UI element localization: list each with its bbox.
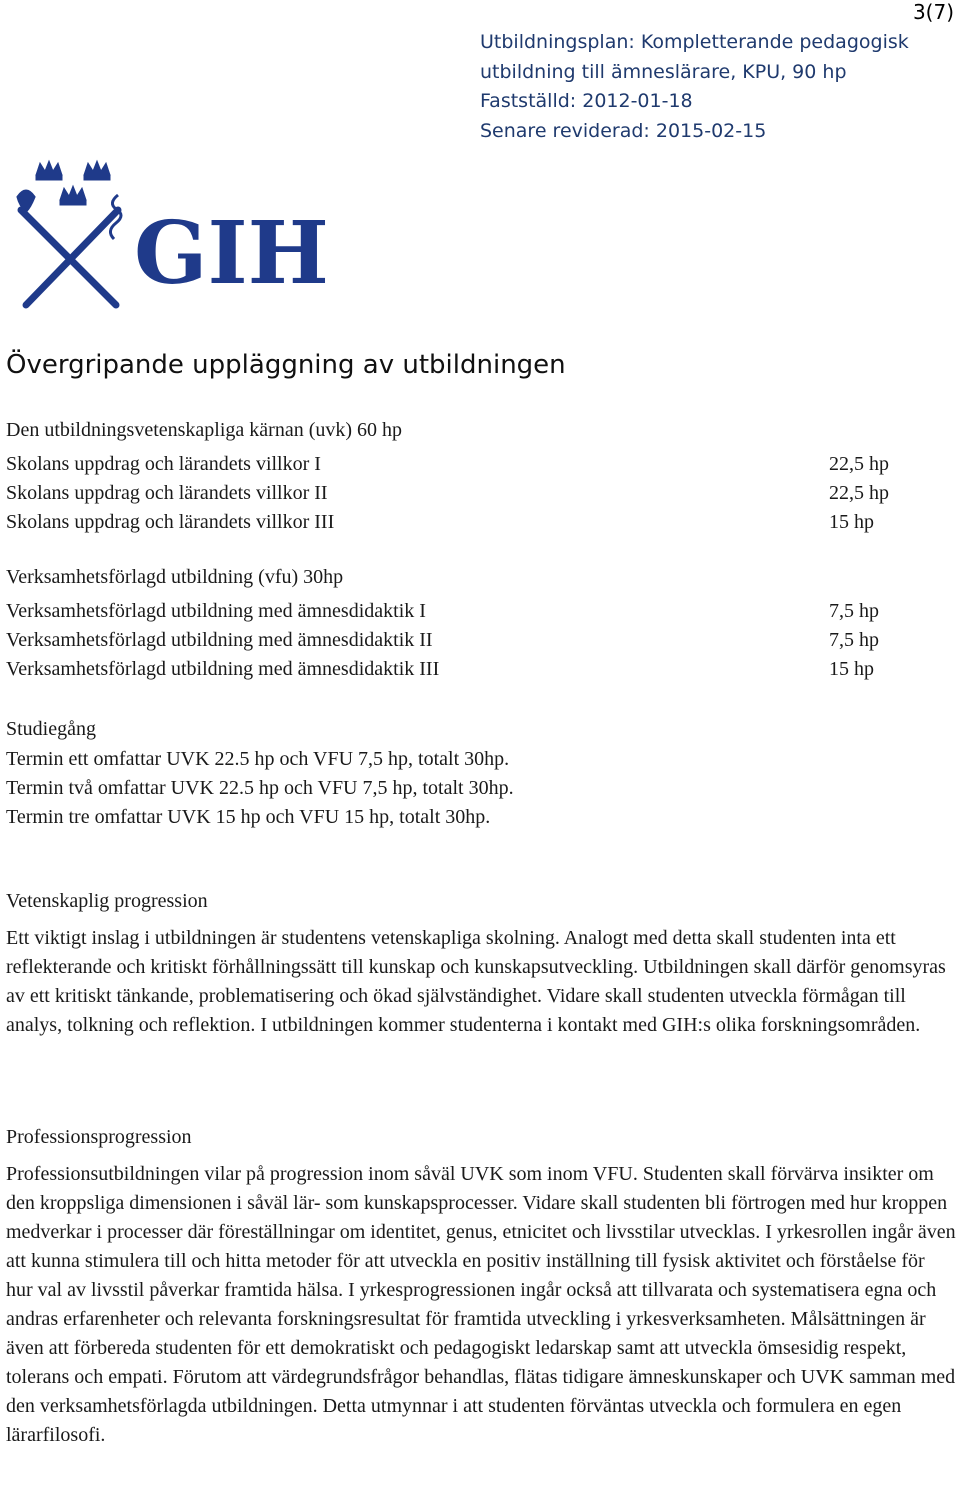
studiegang-line: Termin två omfattar UVK 22.5 hp och VFU 7,5 hp, totalt 30hp. [6, 777, 514, 799]
header-line-3: Fastställd: 2012-01-18 [480, 90, 693, 112]
uvk-course-credits: 22,5 hp [829, 482, 889, 504]
vfu-course-name: Verksamhetsförlagd utbildning med ämnesdidaktik II [6, 629, 433, 651]
uvk-course-credits: 15 hp [829, 511, 874, 533]
emblem-icon [21, 210, 118, 305]
profession-heading: Professionsprogression [6, 1126, 192, 1148]
profession-paragraph: Professionsutbildningen vilar på progression inom såväl UVK som inom VFU. Studenten skall förvärva insikter om den kroppsliga dimensionen i såväl lär- som kunskapsprocesser. Vidare skall studenten bli förtrogen med hur kroppen medverkar i processer där föreställningar om identitet, genus, etnicitet och livsstilar utvecklas. I yrkesrollen ingår även att kunna stimulera till och hitta metoder för att utveckla en positiv inställning till fysisk aktivitet och förståelse för hur val av livsstil påverkar framtida hälsa. I yrkesprogressionen ingår också att tillvarata och systematisera egna och andras erfarenheter och relevanta forskningsresultat för framtida utveckling i yrkesverksamheten. Målsättningen är även att förbereda studenten för ett demokratiskt och pedagogiskt ledarskap samt att utveckla ömsesidig respekt, tolerans och empati. Förutom att värdegrundsfrågor behandlas, flätas tidigare ämneskunskaper och UVK samman med den verksamhetsförlagda utbildningen. Detta utmynnar i att studenten förväntas utveckla och formulera en egen lärarfilosofi. [6, 1163, 956, 1446]
vfu-course-name: Verksamhetsförlagd utbildning med ämnesdidaktik III [6, 658, 440, 680]
uvk-heading: Den utbildningsvetenskapliga kärnan (uvk) 60 hp [6, 419, 403, 441]
vfu-course-credits: 7,5 hp [829, 629, 879, 651]
header-line-2: utbildning till ämneslärare, KPU, 90 hp [480, 60, 847, 83]
crown-icon [60, 186, 86, 205]
studiegang-heading: Studiegång [6, 718, 96, 740]
studiegang-line: Termin tre omfattar UVK 15 hp och VFU 15 hp, totalt 30hp. [6, 806, 491, 828]
logo-text: GIH [134, 203, 329, 304]
studiegang-line: Termin ett omfattar UVK 22.5 hp och VFU 7,5 hp, totalt 30hp. [6, 748, 510, 770]
vetenskaplig-paragraph: Ett viktigt inslag i utbildningen är studentens vetenskapliga skolning. Analogt med detta skall studenten inta ett reflekterande och kritiskt förhållningssätt till kunskap och kunskapsutveckling. Utbildningen skall därför genomsyras av ett kritiskt tänkande, problematisering och ökad självständighet. Vidare skall studenten utveckla förmågan till analys, tolkning och reflektion. I utbildningen kommer studenterna i kontakt med GIH:s olika forskningsområden. [6, 927, 946, 1036]
uvk-course-name: Skolans uppdrag och lärandets villkor II [6, 482, 328, 504]
header-line-4: Senare reviderad: 2015-02-15 [480, 119, 767, 142]
uvk-course-name: Skolans uppdrag och lärandets villkor III [6, 511, 335, 533]
gih-logo [6, 155, 329, 315]
vfu-heading: Verksamhetsförlagd utbildning (vfu) 30hp [6, 566, 344, 588]
header-line-1: Utbildningsplan: Kompletterande pedagogisk [480, 31, 909, 53]
document-header [480, 28, 909, 146]
vfu-course-credits: 7,5 hp [829, 600, 879, 622]
crown-icon [84, 161, 110, 180]
vfu-course-credits: 15 hp [829, 658, 874, 680]
uvk-course-credits: 22,5 hp [829, 453, 889, 475]
page-title: Övergripande uppläggning av utbildningen [6, 350, 566, 380]
uvk-course-name: Skolans uppdrag och lärandets villkor I [6, 453, 321, 475]
crown-icon [36, 161, 62, 180]
page-number: 3(7) [912, 0, 954, 24]
vfu-course-name: Verksamhetsförlagd utbildning med ämnesdidaktik I [6, 600, 426, 622]
vetenskaplig-heading: Vetenskaplig progression [6, 890, 208, 912]
